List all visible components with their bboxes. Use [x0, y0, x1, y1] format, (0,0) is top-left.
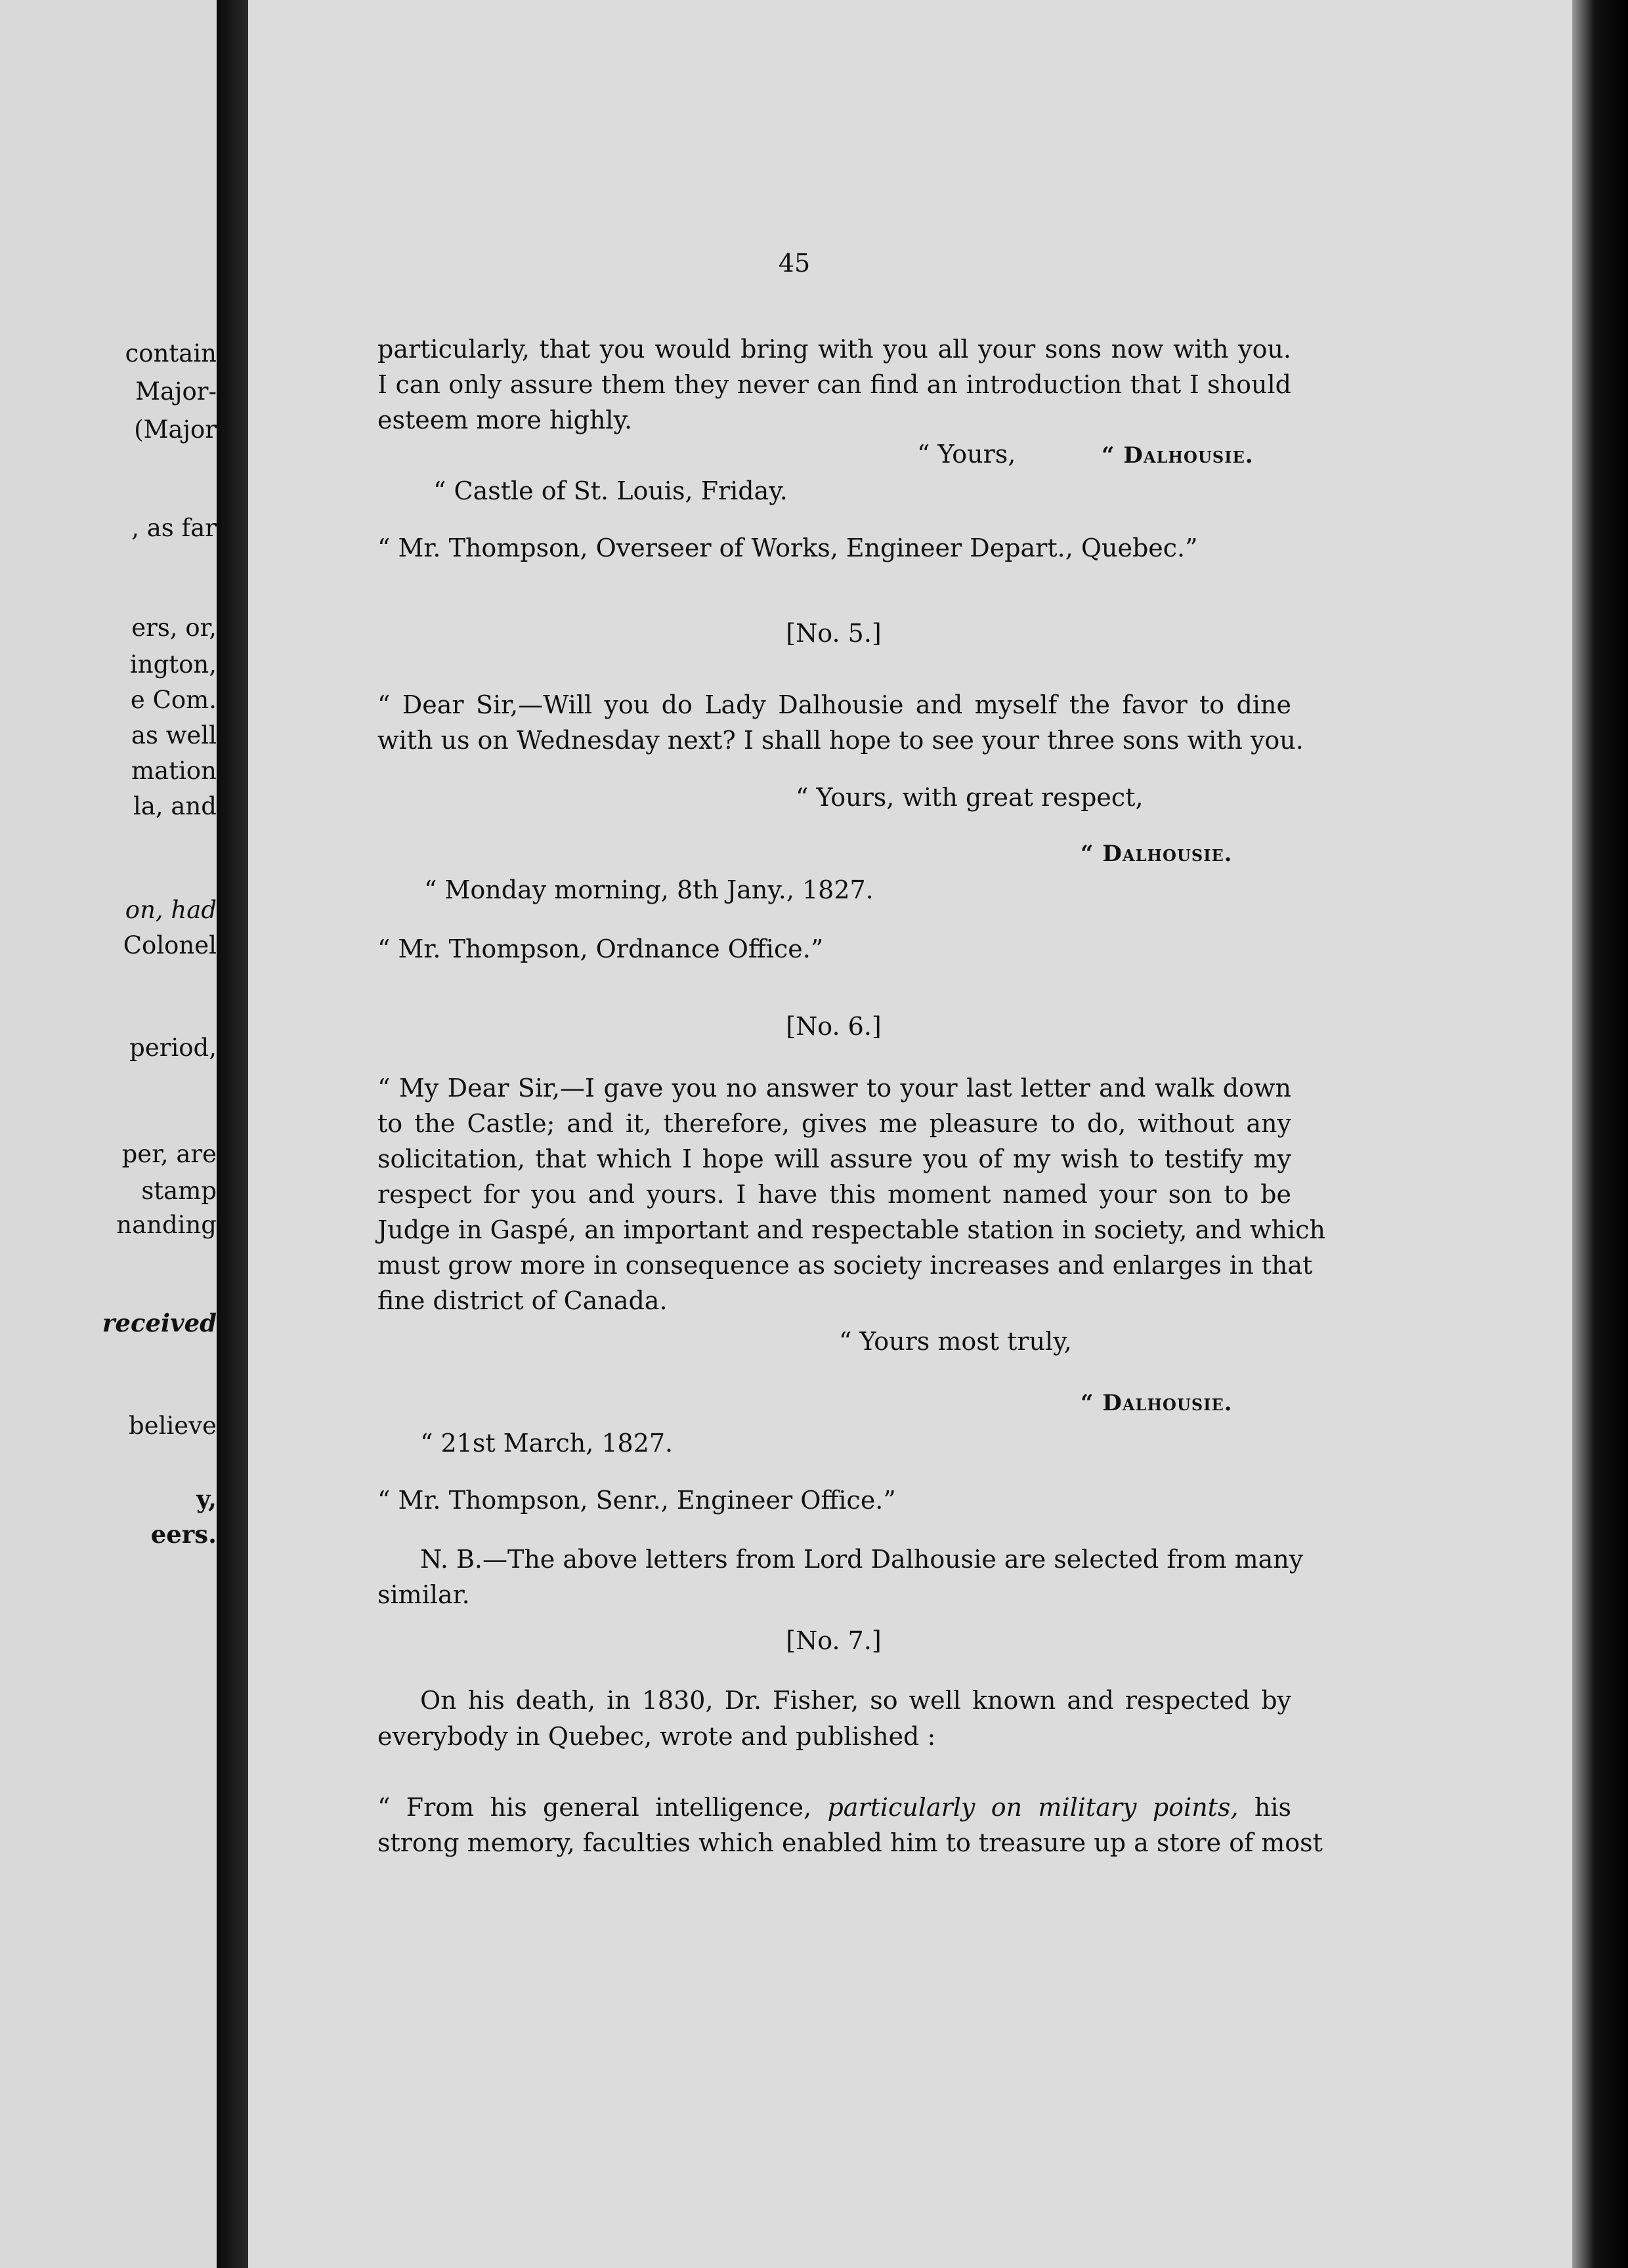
left-fragment-line — [0, 1311, 217, 1335]
text-line: esteem more highly. — [377, 406, 633, 434]
section-number: [No. 7.] — [786, 1626, 882, 1655]
left-fragment-line: ington, — [129, 650, 217, 679]
text-line: with us on Wednesday next? I shall hope to see your three sons with you. — [377, 726, 1304, 755]
page-edge — [1572, 0, 1628, 2268]
text-line: solicitation, that which I hope will assure you of my wish to testify my — [377, 1144, 1291, 1173]
text-segment: his — [1238, 1793, 1291, 1822]
closing-yours: “ Yours, with great respect, — [796, 783, 1144, 812]
left-page-fragment — [0, 0, 217, 2268]
emphasis-text: particularly on military points, — [827, 1793, 1239, 1822]
left-fragment-line: received — [102, 1309, 217, 1337]
text-line: similar. — [377, 1580, 470, 1609]
text-line — [377, 1795, 1291, 1820]
closing-yours: “ Yours most truly, — [839, 1327, 1072, 1356]
left-fragment-line: per, are — [121, 1140, 217, 1168]
text-line: particularly, that you would bring with you all your sons now with you. — [377, 335, 1291, 364]
left-fragment-line: ers, or, — [131, 614, 217, 642]
letter-address: “ Mr. Thompson, Senr., Engineer Office.” — [377, 1486, 896, 1515]
text-segment: “ From his general intelligence, — [377, 1793, 828, 1822]
left-fragment-line: mation — [131, 757, 217, 785]
text-line: “ My Dear Sir,—I gave you no answer to your last letter and walk down — [377, 1074, 1291, 1102]
left-fragment-line: (Major — [134, 415, 217, 444]
text-line: strong memory, faculties which enabled him to treasure up a store of most — [377, 1828, 1323, 1857]
text-line: fine district of Canada. — [377, 1286, 668, 1315]
left-fragment-line: contain — [125, 339, 217, 368]
page-gutter-shadow — [217, 0, 248, 2268]
text-line: must grow more in consequence as society increases and enlarges in that — [377, 1251, 1313, 1280]
section-number: [No. 5.] — [786, 619, 882, 648]
left-fragment-line: as well — [131, 721, 217, 749]
signature-dalhousie: “ Dalhousie. — [1102, 442, 1254, 469]
letter-place: “ Castle of St. Louis, Friday. — [433, 476, 788, 505]
text-line: N. B.—The above letters from Lord Dalhousie are selected from many — [420, 1545, 1304, 1574]
text-line: everybody in Quebec, wrote and published : — [377, 1722, 936, 1751]
text-line: to the Castle; and it, therefore, gives me pleasure to do, without any — [377, 1109, 1291, 1138]
left-fragment-line — [0, 898, 217, 922]
left-fragment-line: eers. — [150, 1520, 217, 1549]
left-fragment-line: e Com. — [130, 686, 217, 714]
letter-address: “ Mr. Thompson, Ordnance Office.” — [377, 934, 824, 963]
text-line: respect for you and yours. I have this moment named your son to be — [377, 1180, 1291, 1209]
signature-dalhousie: “ Dalhousie. — [1081, 841, 1233, 867]
left-fragment-line: stamp — [141, 1177, 217, 1205]
left-fragment-line: Colonel — [123, 931, 217, 959]
text-line: On his death, in 1830, Dr. Fisher, so well known and respected by — [420, 1686, 1291, 1715]
left-fragment-line: nanding — [116, 1211, 217, 1239]
closing-yours: “ Yours, — [917, 440, 1016, 469]
section-number: [No. 6.] — [786, 1012, 882, 1041]
signature-dalhousie: “ Dalhousie. — [1081, 1390, 1233, 1416]
letter-date: “ Monday morning, 8th Jany., 1827. — [424, 875, 874, 904]
left-fragment-line: y, — [196, 1484, 217, 1513]
left-fragment-line: on, had — [125, 896, 217, 924]
left-fragment-line: la, and — [133, 792, 217, 820]
page-number: 45 — [778, 249, 811, 278]
left-fragment-line: Major- — [135, 377, 217, 406]
text-line: Judge in Gaspé, an important and respectable station in society, and which — [377, 1215, 1325, 1244]
letter-address: “ Mr. Thompson, Overseer of Works, Engineer Depart., Quebec.” — [377, 534, 1198, 562]
left-fragment-line: , as far — [131, 514, 217, 542]
left-fragment-line: believe — [129, 1412, 217, 1440]
left-fragment-line: period, — [129, 1034, 217, 1062]
text-line: “ Dear Sir,—Will you do Lady Dalhousie and myself the favor to dine — [377, 690, 1291, 719]
letter-date: “ 21st March, 1827. — [420, 1429, 674, 1458]
text-line: I can only assure them they never can find an introduction that I should — [377, 370, 1291, 399]
